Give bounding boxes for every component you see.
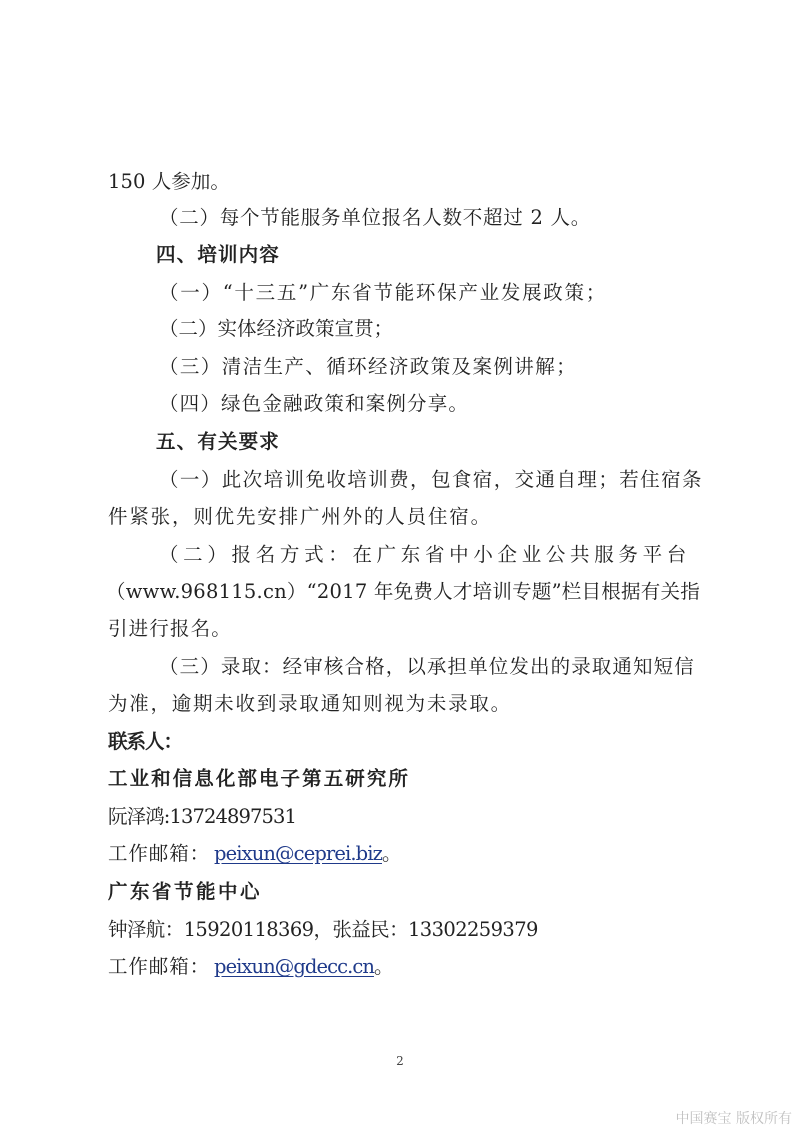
text-line-11: 引进行报名。 (108, 617, 232, 640)
section-heading-5: 五、有关要求 (156, 430, 280, 453)
text-line-3: （一）“十三五”广东省节能环保产业发展政策； (159, 281, 607, 304)
text-line-4: （二）实体经济政策宣贯； (159, 317, 394, 340)
text-line-10: （www.968115.cn）“2017 年免费人才培训专题”栏目根据有关指 (106, 580, 700, 603)
contact-heading: 联系人： (108, 730, 183, 753)
text-line-7: （一）此次培训免收培训费，包食宿，交通自理；若住宿条 (159, 468, 703, 491)
email-link-ceprei[interactable]: peixun@ceprei.biz (214, 842, 382, 865)
contact-email-1: 工作邮箱： peixun@ceprei.biz。 (0, 840, 800, 868)
text-line-1: 150 人参加。 (108, 170, 230, 193)
text-line-2: （二）每个节能服务单位报名人数不超过 2 人。 (159, 206, 592, 229)
text-line-12: （三）录取：经审核合格，以承担单位发出的录取通知短信 (159, 655, 695, 678)
section-heading-4: 四、培训内容 (156, 243, 280, 266)
contact-person-1: 阮泽鸿:13724897531 (108, 805, 297, 828)
text-line-5: （三）清洁生产、循环经济政策及案例讲解； (159, 355, 578, 378)
contact-people-2: 钟泽航：15920118369，张益民：13302259379 (108, 918, 538, 941)
text-line-6: （四）绿色金融政策和案例分享。 (159, 392, 470, 415)
contact-org-2: 广东省节能中心 (108, 880, 263, 903)
text-line-8: 件紧张，则优先安排广州外的人员住宿。 (108, 505, 492, 528)
copyright-watermark: 中国赛宝 版权所有 (675, 1111, 792, 1127)
contact-email-2: 工作邮箱： peixun@gdecc.cn。 (0, 953, 800, 981)
text-line-13: 为准，逾期未收到录取通知则视为未录取。 (108, 692, 512, 715)
email-link-gdecc[interactable]: peixun@gdecc.cn (214, 955, 374, 978)
page-number: 2 (396, 1054, 404, 1068)
text-line-9: （二）报名方式：在广东省中小企业公共服务平台 (159, 543, 691, 566)
contact-org-1: 工业和信息化部电子第五研究所 (108, 767, 410, 790)
